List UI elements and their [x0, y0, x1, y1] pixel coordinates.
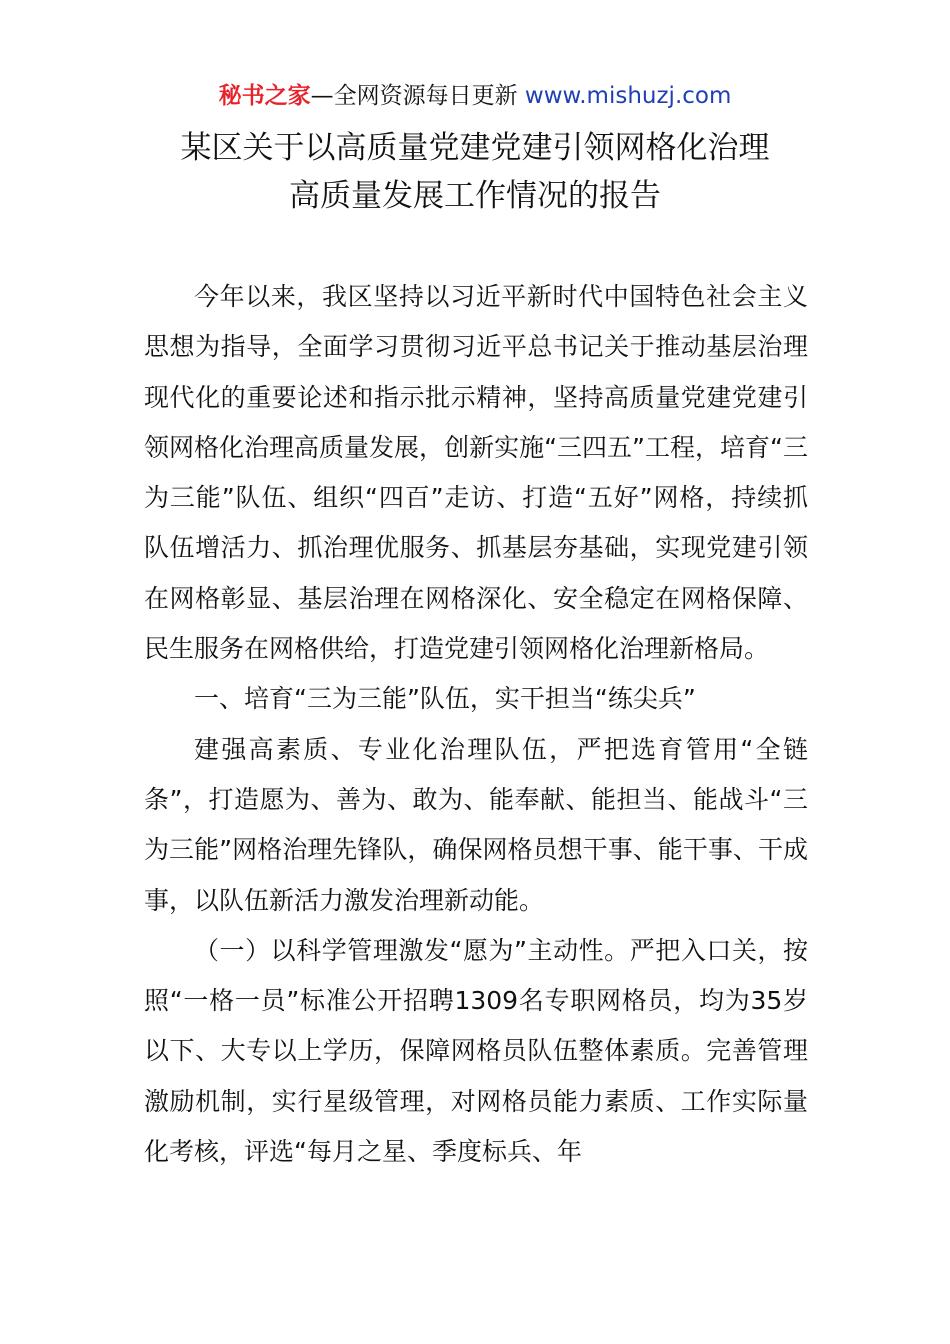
document-title-line-2: 高质量发展工作情况的报告 [289, 178, 661, 214]
site-brand: 秘书之家 [218, 83, 311, 109]
site-url-link[interactable]: www.mishuzj.com [524, 83, 732, 109]
document-title-line-1: 某区关于以高质量党建党建引领网格化治理 [180, 130, 770, 166]
paragraph-subsection-1: （一）以科学管理激发“愿为”主动性。严把入口关，按照“一格一员”标准公开招聘1309名专职网格员，均为35岁以下、大专以上学历，保障网格员队伍整体素质。完善管理激励机制，实行星级管理，对网格员能力素质、工作实际量化考核，评选“每月之星、季度标兵、年 [144, 935, 808, 1167]
site-header [0, 80, 950, 112]
section-heading-1: 一、培育“三为三能”队伍，实干担当“练尖兵” [194, 684, 696, 714]
paragraph-intro: 今年以来，我区坚持以习近平新时代中国特色社会主义思想为指导，全面学习贯彻习近平总书记关于推动基层治理现代化的重要论述和指示批示精神，坚持高质量党建党建引领网格化治理高质量发展，创新实施“三四五”工程，培育“三为三能”队伍、组织“四百”走访、打造“五好”网格，持续抓队伍增活力、抓治理优服务、抓基层夯基础，实现党建引领在网格彰显、基层治理在网格深化、安全稳定在网格保障、民生服务在网格供给，打造党建引领网格化治理新格局。 [144, 282, 808, 664]
site-tagline: —全网资源每日更新 [310, 83, 525, 109]
document-body [144, 272, 808, 1177]
paragraph-section-1: 建强高素质、专业化治理队伍，严把选育管用“全链条”，打造愿为、善为、敢为、能奉献、能担当、能战斗“三为三能”网格治理先锋队，确保网格员想干事、能干事、干成事，以队伍新活力激发治理新动能。 [144, 734, 808, 915]
